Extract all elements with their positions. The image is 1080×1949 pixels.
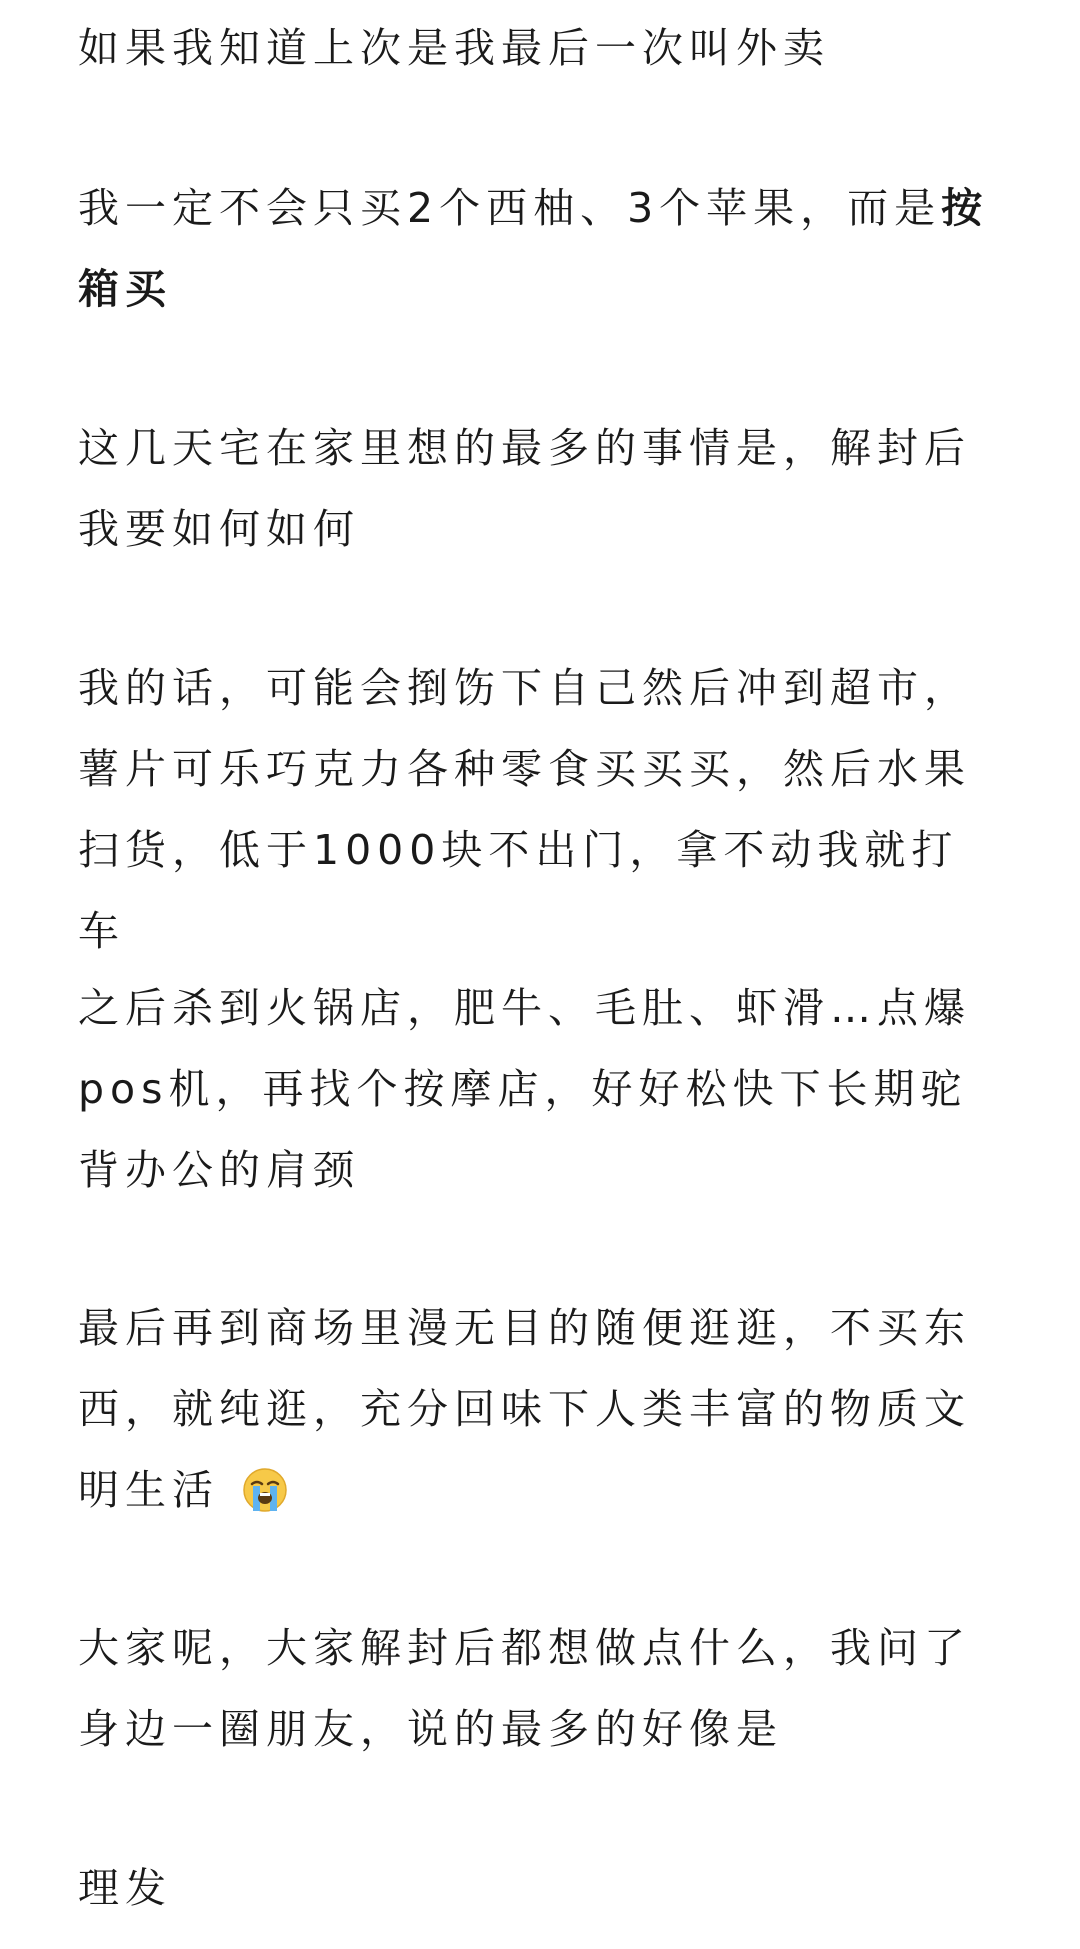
paragraph-text: 我的话，可能会捯饬下自己然后冲到超市，薯片可乐巧克力各种零食买买买，然后水果扫货，低于1000块不出门，拿不动我就打车 <box>78 664 971 955</box>
paragraph-5 <box>78 968 1002 1211</box>
paragraph-text: 我一定不会只买2个西柚、3个苹果，而是 <box>78 184 942 232</box>
paragraph-text: 之后杀到火锅店，肥牛、毛肚、虾滑…点爆pos机，再找个按摩店，好好松快下长期驼背办公的肩颈 <box>78 984 971 1194</box>
paragraph-2 <box>78 168 1002 330</box>
paragraph-text: 最后再到商场里漫无目的随便逛逛，不买东西，就纯逛，充分回味下人类丰富的物质文明生活 <box>78 1304 971 1514</box>
paragraph-7 <box>78 1608 1002 1770</box>
paragraph-1 <box>78 8 1002 89</box>
paragraph-text: 如果我知道上次是我最后一次叫外卖 <box>78 24 830 72</box>
paragraph-text: 大家呢，大家解封后都想做点什么，我问了身边一圈朋友，说的最多的好像是 <box>78 1624 971 1753</box>
bold-emphasis: 按箱买 <box>78 184 989 313</box>
paragraph-text: 理发 <box>78 1864 172 1912</box>
paragraph-text: 这几天宅在家里想的最多的事情是，解封后我要如何如何 <box>78 424 971 553</box>
paragraph-6 <box>78 1288 1002 1531</box>
paragraph-8 <box>78 1848 1002 1929</box>
loudly-crying-face-icon <box>242 1459 288 1505</box>
paragraph-4 <box>78 648 1002 972</box>
paragraph-3 <box>78 408 1002 570</box>
